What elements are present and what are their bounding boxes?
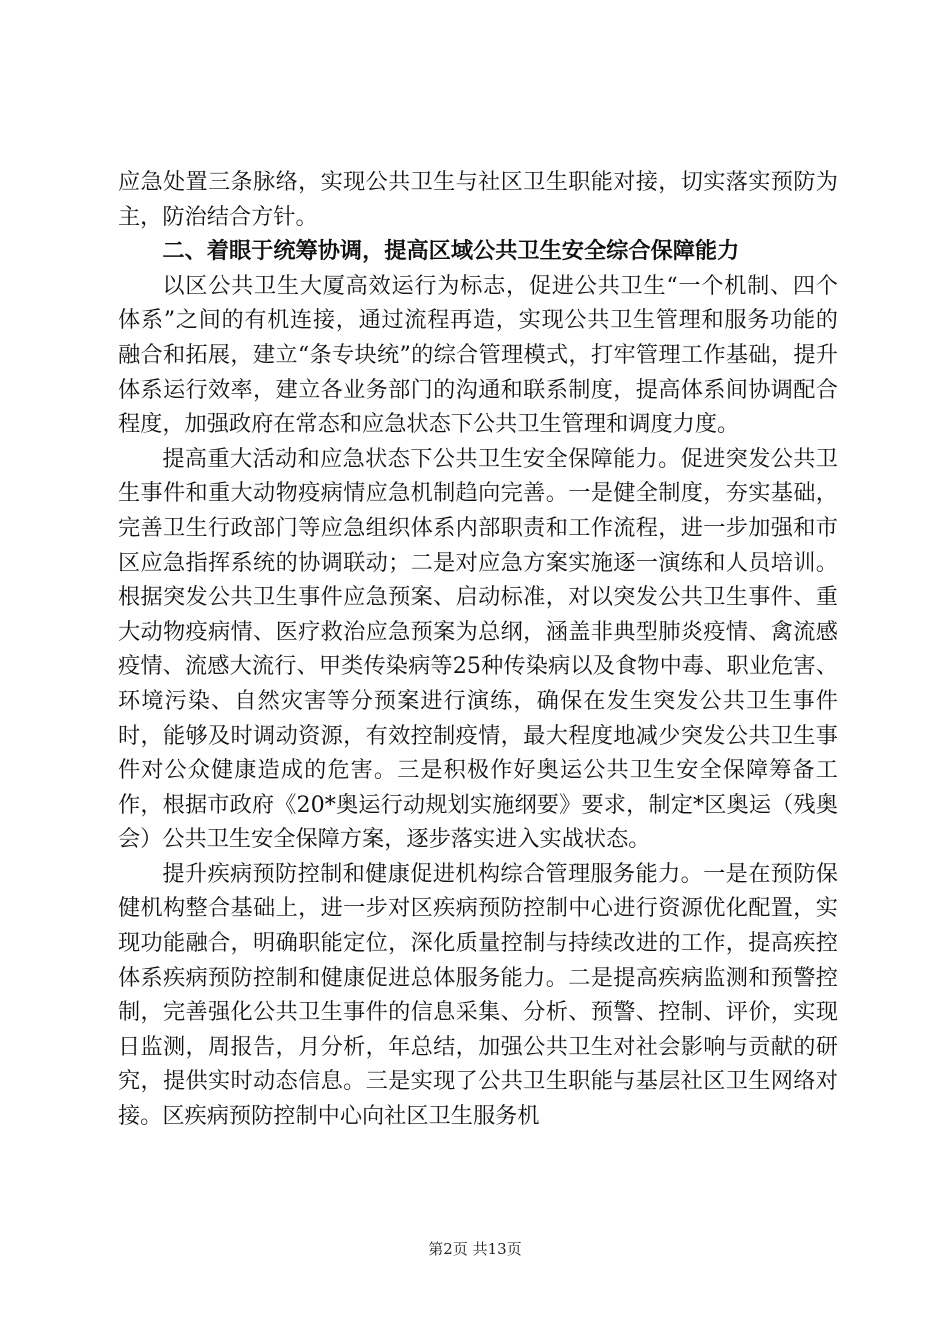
page-footer: [0, 1238, 950, 1259]
paragraph-body: 提升疾病预防控制和健康促进机构综合管理服务能力。一是在预防保健机构整合基础上，进一步对区疾病预防控制中心进行资源优化配置，实现功能融合，明确职能定位，深化质量控制与持续改进的工作，提高疾控体系疾病预防控制和健康促进总体服务能力。二是提高疾病监测和预警控制，完善强化公共卫生事件的信息采集、分析、预警、控制、评价，实现日监测，周报告，月分析，年总结，加强公共卫生对社会影响与贡献的研究，提供实时动态信息。三是实现了公共卫生职能与基层社区卫生网络对接。区疾病预防控制中心向社区卫生服务机: [118, 860, 838, 1130]
document-body: [118, 165, 838, 1134]
section-heading: 二、着眼于统筹协调，提高区域公共卫生安全综合保障能力: [162, 238, 740, 265]
paragraph-body: 以区公共卫生大厦高效运行为标志，促进公共卫生“一个机制、四个体系”之间的有机连接，通过流程再造，实现公共卫生管理和服务功能的融合和拓展，建立“条专块统”的综合管理模式，打牢管理工作基础，提升体系运行效率，建立各业务部门的沟通和联系制度，提高体系间协调配合程度，加强政府在常态和应急状态下公共卫生管理和调度力度。: [118, 272, 838, 438]
paragraph-body: 提高重大活动和应急状态下公共卫生安全保障能力。促进突发公共卫生事件和重大动物疫病情应急机制趋向完善。一是健全制度，夯实基础，完善卫生行政部门等应急组织体系内部职责和工作流程，进一步加强和市区应急指挥系统的协调联动；二是对应急方案实施逐一演练和人员培训。根据突发公共卫生事件应急预案、启动标准，对以突发公共卫生事件、重大动物疫病情、医疗救治应急预案为总纲，涵盖非典型肺炎疫情、禽流感疫情、流感大流行、甲类传染病等25种传染病以及食物中毒、职业危害、环境污染、自然灾害等分预案进行演练，确保在发生突发公共卫生事件时，能够及时调动资源，有效控制疫情，最大程度地减少突发公共卫生事件对公众健康造成的危害。三是积极作好奥运公共卫生安全保障筹备工作，根据市政府《20*奥运行动规划实施纲要》要求，制定*区奥运（残奥会）公共卫生安全保障方案，逐步落实进入实战状态。: [118, 445, 838, 853]
page-number-label: 第2页 共13页: [428, 1240, 522, 1258]
paragraph-continuation: 应急处置三条脉络，实现公共卫生与社区卫生职能对接，切实落实预防为主，防治结合方针。: [118, 169, 838, 230]
